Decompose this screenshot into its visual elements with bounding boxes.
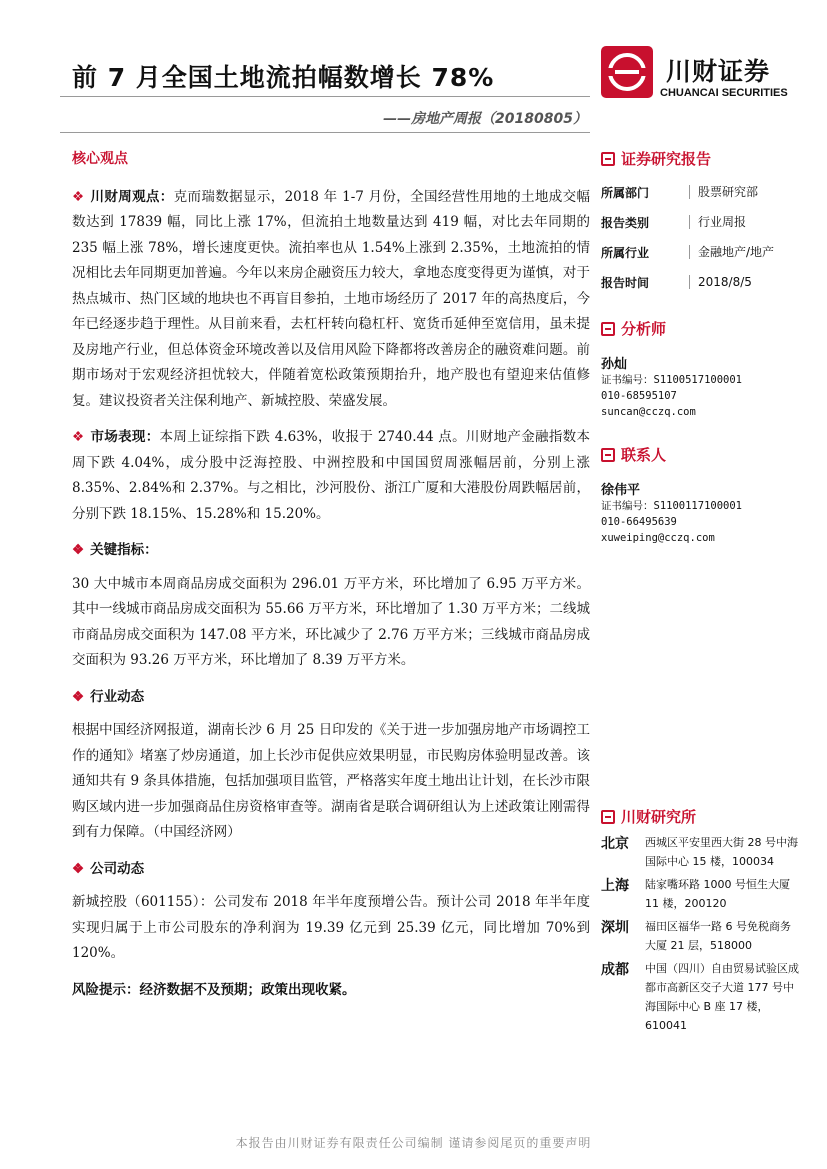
logo-icon <box>601 46 653 98</box>
report-title: 前 7 月全国土地流拍幅数增长 78% <box>72 63 495 92</box>
contact-name: 徐伟平 <box>601 483 641 498</box>
industry-heading: ❖ 行业动态 <box>72 688 145 705</box>
report-info-title: 证券研究报告 <box>601 148 801 169</box>
analyst-title: 分析师 <box>601 318 801 339</box>
info-row-industry: 所属行业 金融地产/地产 <box>601 245 775 260</box>
view-text: 克而瑞数据显示，2018 年 1-7 月份，全国经营性用地的土地成交幅数达到 17839 幅，同比上涨 17%，但流拍土地数量达到 419 幅，对比去年同期的 235 幅上涨 78%，增长速度更快。流拍率也从 1.54%上涨到 2.35%，土地流拍的情况相比去年同期更加普遍。今年以来房企融资压力较大，拿地态度变得更为谨慎，对于热点城市、热门区域的地块也不再盲目参拍，土地市场经历了 2017 年的高热度后，今年已经逐步趋于理性。从目前来看，去杠杆转向稳杠杆、宽货币延伸至宽信用，虽未提及房地产行业，但总体资金环境改善以及信用风险下降都将改善房企的融资难问题。前期市场对于宏观经济担忧较大，伴随着宽松政策预期抬升，地产股也有望迎来估值修复。建议投资者关注保利地产、新城控股、荣盛发展。 <box>72 188 590 409</box>
diamond-bullet-icon: ❖ <box>72 688 85 705</box>
institute-panel <box>601 806 801 1035</box>
analyst-icon <box>601 322 615 336</box>
market-text: 本周上证综指下跌 4.63%，收报于 2740.44 点。川财地产金融指数本周下跌 4.04%，成分股中泛海控股、中洲控股和中国国贸周涨幅居前，分别上涨 8.35%、2.84%和 2.37%。与之相比，沙河股份、浙江广厦和大港股份周跌幅居前，分别下跌 18.15%、15.28%和 15.20%。 <box>72 429 590 522</box>
contact-email[interactable]: xuweiping@cczq.com <box>601 532 715 544</box>
indicators-heading: ❖ 关键指标： <box>72 542 158 558</box>
diamond-bullet-icon: ❖ <box>72 542 85 558</box>
report-subtitle: ——房地产周报（20180805） <box>383 111 587 127</box>
contact-title: 联系人 <box>601 444 801 465</box>
info-row-date: 报告时间 2018/8/5 <box>601 275 752 290</box>
institute-title: 川财研究所 <box>601 806 801 827</box>
market-paragraph <box>72 425 590 527</box>
analyst-email[interactable]: suncan@cczq.com <box>601 406 696 418</box>
view-paragraph <box>72 185 590 415</box>
company-heading: ❖ 公司动态 <box>72 860 145 877</box>
footer-disclaimer: 本报告由川财证券有限责任公司编制 谨请参阅尾页的重要声明 <box>235 1136 592 1150</box>
diamond-bullet-icon: ❖ <box>72 429 85 445</box>
company-text: 新城控股（601155）：公司发布 2018 年半年度预增公告。预计公司 2018 年半年度实现归属于上市公司股东的净利润为 19.39 亿元到 25.39 亿元，同比增加 70%到 120%。 <box>72 894 590 961</box>
diamond-bullet-icon: ❖ <box>72 188 85 205</box>
industry-text: 根据中国经济网报道，湖南长沙 6 月 25 日印发的《关于进一步加强房地产市场调控工作的通知》堵塞了炒房通道，加上长沙市促供应效果明显，市民购房体验明显改善。该通知共有 9 条具体措施，包括加强项目监管，严格落实年度土地出让计划，在长沙市限购区域内进一步加强商品住房资格审查等。湖南省是联合调研组认为上述政策让刚需得到有力保障。（中国经济网） <box>72 722 590 840</box>
report-icon <box>601 152 615 166</box>
indicators-text: 30 大中城市本周商品房成交面积为 296.01 万平方米，环比增加了 6.95 万平方米。其中一线城市商品房成交面积为 55.66 万平方米，环比增加了 1.30 万平方米；二线城市商品房成交面积为 147.08 平方米，环比减少了 2.76 万平方米；三线城市商品房成交面积为 93.26 万平方米，环比增加了 8.39 万平方米。 <box>72 575 590 668</box>
office-beijing: 北京 西城区平安里西大街 28 号中海国际中心 15 楼，100034 <box>601 836 798 868</box>
risk-warning: 风险提示：经济数据不及预期；政策出现收紧。 <box>72 981 356 998</box>
contact-phone: 010-66495639 <box>601 516 677 528</box>
main-content <box>72 147 590 1003</box>
contact-cert: 证书编号：S1100117100001 <box>601 500 743 512</box>
diamond-bullet-icon: ❖ <box>72 860 85 877</box>
core-view-title: 核心观点 <box>72 151 128 167</box>
logo-name-cn: 川财证券 <box>666 57 771 86</box>
office-chengdu: 成都 中国（四川）自由贸易试验区成都市高新区交子大道 177 号中海国际中心 B 座 17 楼，610041 <box>601 962 799 1032</box>
office-shenzhen: 深圳 福田区福华一路 6 号免税商务大厦 21 层，518000 <box>601 920 791 952</box>
contact-icon <box>601 448 615 462</box>
analyst-phone: 010-68595107 <box>601 390 677 402</box>
info-row-category: 报告类别 行业周报 <box>601 215 747 230</box>
logo-name-en: CHUANCAI SECURITIES <box>660 87 788 99</box>
info-row-department: 所属部门 股票研究部 <box>601 185 759 200</box>
analyst-panel <box>601 318 801 420</box>
report-info-panel <box>601 148 801 297</box>
institute-icon <box>601 810 615 824</box>
office-shanghai: 上海 陆家嘴环路 1000 号恒生大厦 11 楼，200120 <box>601 878 790 910</box>
analyst-name: 孙灿 <box>601 357 628 372</box>
view-lead: 川财周观点： <box>90 188 174 205</box>
market-lead: 市场表现： <box>90 429 160 445</box>
title-divider <box>60 96 590 97</box>
contact-panel <box>601 444 801 546</box>
analyst-cert: 证书编号：S1100517100001 <box>601 374 743 386</box>
subtitle-divider <box>60 132 590 133</box>
